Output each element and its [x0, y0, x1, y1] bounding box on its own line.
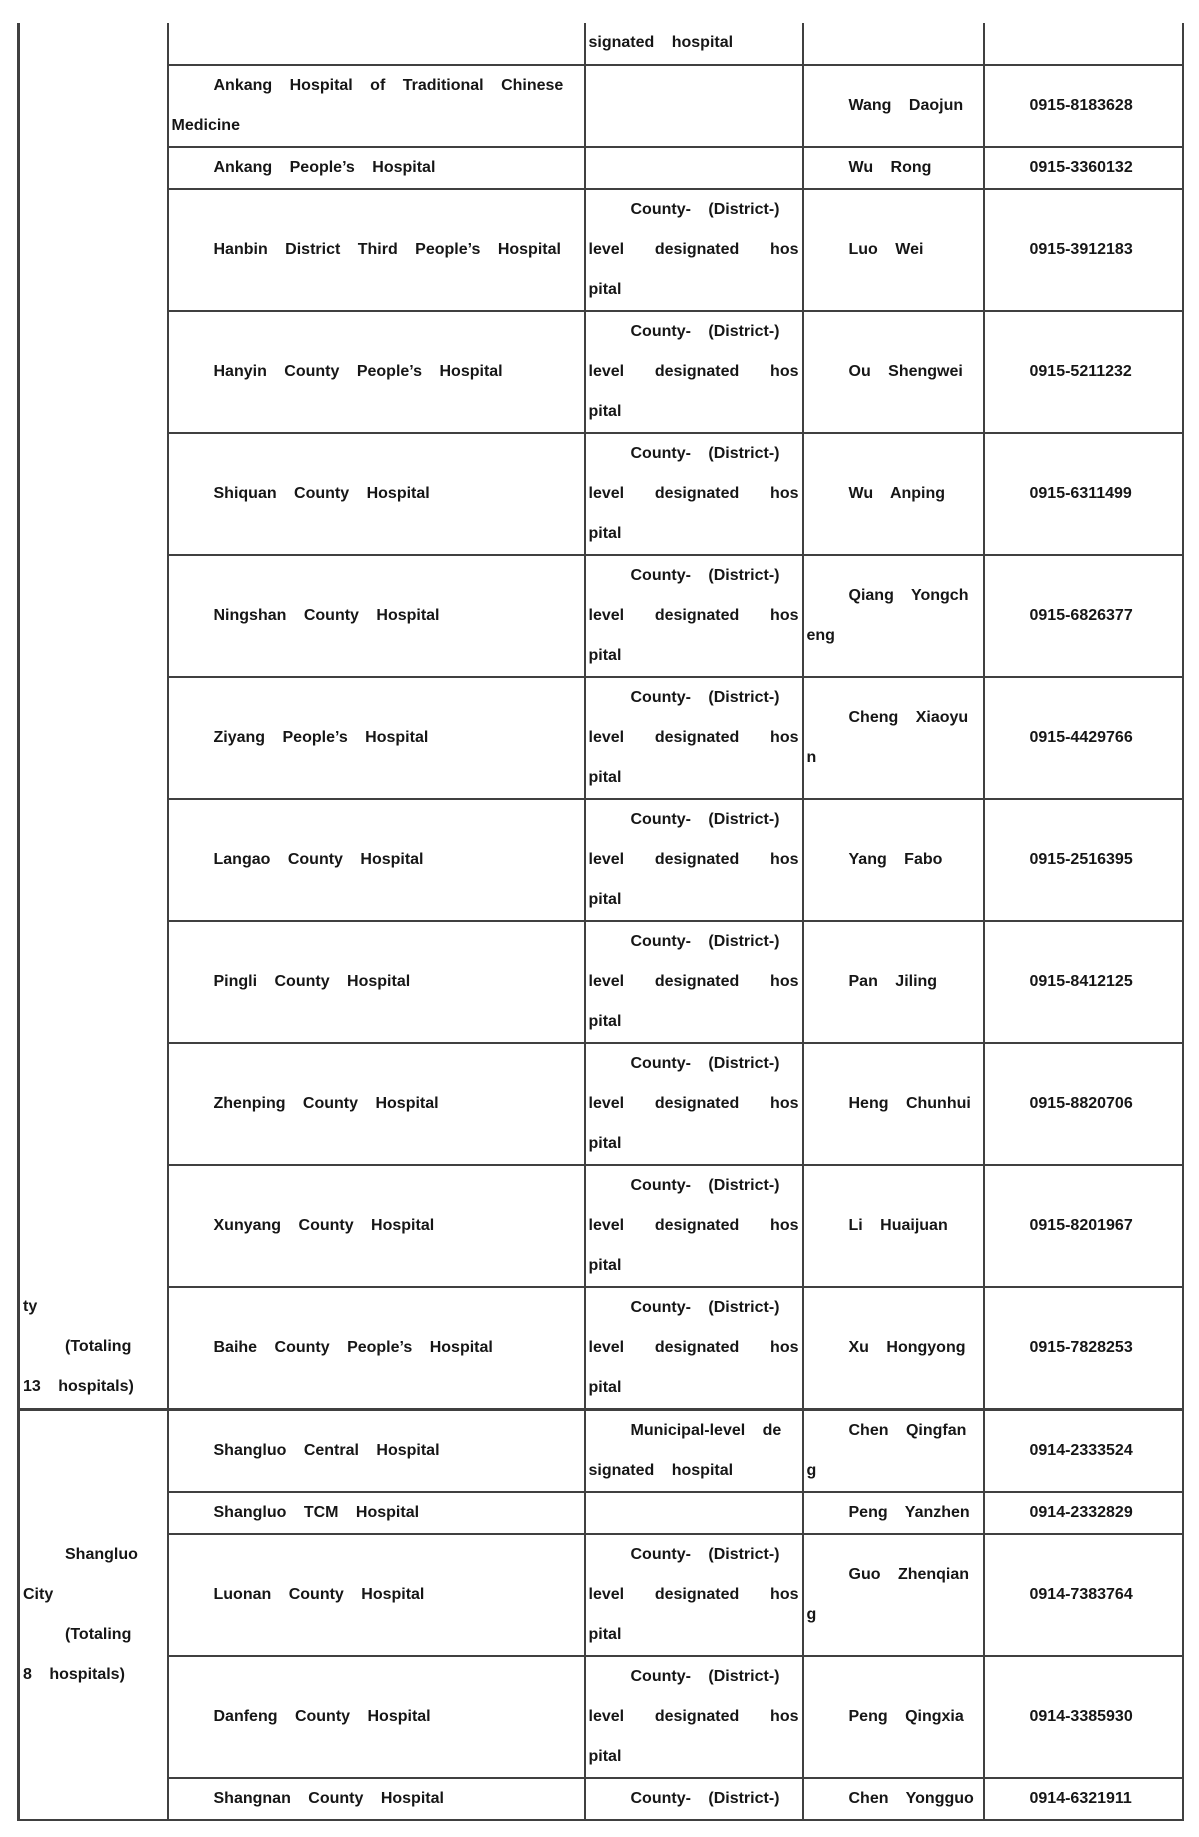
text-line: 0915-8201967 — [1029, 1217, 1133, 1234]
text-line: level designated hos — [588, 485, 799, 502]
text-line: 8 hospitals) — [23, 1666, 125, 1683]
contact-cell — [803, 799, 984, 921]
contact-cell — [803, 311, 984, 433]
text-line: Municipal-level de — [630, 1422, 782, 1439]
table-row — [19, 555, 1183, 677]
text-line: County- (District-) — [630, 323, 780, 340]
text-line: Peng Qingxia — [848, 1708, 964, 1725]
text-line: Shangluo Central Hospital — [213, 1442, 440, 1459]
text-line: 0915-3912183 — [1029, 241, 1133, 258]
table-row — [19, 1778, 1183, 1820]
designation-cell — [585, 65, 803, 147]
designation-cell — [585, 555, 803, 677]
text-line: Xu Hongyong — [848, 1339, 966, 1356]
table-row — [19, 1534, 1183, 1656]
text-line: Chen Qingfan — [848, 1422, 967, 1439]
hospital-name-cell — [168, 1410, 585, 1493]
contact-cell — [803, 65, 984, 147]
phone-cell — [984, 1778, 1183, 1820]
text-line: 0915-3360132 — [1029, 159, 1133, 176]
table-row — [19, 1165, 1183, 1287]
contact-cell — [803, 147, 984, 189]
text-line: level designated hos — [588, 607, 799, 624]
hospital-name-cell — [168, 65, 585, 147]
text-line: level designated hos — [588, 1217, 799, 1234]
text-line: Pingli County Hospital — [213, 973, 411, 990]
table-row — [19, 799, 1183, 921]
text-line: Hanbin District Third People’s Hospital — [213, 241, 561, 258]
hospital-name-cell — [168, 1534, 585, 1656]
text-line: County- (District-) — [630, 445, 780, 462]
text-line: County- (District-) — [630, 1668, 780, 1685]
text-line: 0914-7383764 — [1029, 1586, 1133, 1603]
text-line: level designated hos — [588, 363, 799, 380]
text-line: Shangluo — [65, 1546, 138, 1563]
text-line: Zhenping County Hospital — [213, 1095, 439, 1112]
table-row — [19, 677, 1183, 799]
table-row — [19, 311, 1183, 433]
hospital-name-cell — [168, 147, 585, 189]
phone-cell — [984, 189, 1183, 311]
hospital-name-cell — [168, 433, 585, 555]
text-line: 13 hospitals) — [23, 1378, 134, 1395]
text-line: 0915-4429766 — [1029, 729, 1133, 746]
hospital-name-cell — [168, 1778, 585, 1820]
designation-cell — [585, 921, 803, 1043]
text-line: Ankang Hospital of Traditional Chinese — [213, 77, 564, 94]
designation-cell — [585, 147, 803, 189]
text-line: pital — [588, 1013, 622, 1030]
hospital-name-cell — [168, 921, 585, 1043]
region-cell — [19, 23, 168, 1410]
text-line: pital — [588, 403, 622, 420]
text-line: Guo Zhenqian — [848, 1566, 970, 1583]
contact-cell — [803, 433, 984, 555]
phone-cell — [984, 433, 1183, 555]
phone-cell — [984, 555, 1183, 677]
table-row — [19, 1287, 1183, 1410]
designation-cell — [585, 433, 803, 555]
region-cell — [19, 1410, 168, 1821]
text-line: County- (District-) — [630, 1790, 780, 1807]
contact-cell — [803, 23, 984, 65]
text-line: Wu Anping — [848, 485, 946, 502]
text-line: Qiang Yongch — [848, 587, 969, 604]
table-row — [19, 1656, 1183, 1778]
text-line: level designated hos — [588, 1708, 799, 1725]
text-line: County- (District-) — [630, 689, 780, 706]
designation-cell — [585, 311, 803, 433]
text-line: Ou Shengwei — [848, 363, 963, 380]
designation-cell — [585, 189, 803, 311]
text-line: 0914-2332829 — [1029, 1504, 1133, 1521]
text-line: level designated hos — [588, 729, 799, 746]
text-line: level designated hos — [588, 1586, 799, 1603]
text-line: 0915-8183628 — [1029, 97, 1133, 114]
contact-cell — [803, 1534, 984, 1656]
contact-cell — [803, 1287, 984, 1410]
text-line: County- (District-) — [630, 201, 780, 218]
hospital-name-cell — [168, 189, 585, 311]
hospital-name-cell — [168, 677, 585, 799]
text-line: 0915-6826377 — [1029, 607, 1133, 624]
text-line: level designated hos — [588, 973, 799, 990]
text-line: Medicine — [171, 117, 240, 134]
text-line: level designated hos — [588, 1095, 799, 1112]
text-line: signated hospital — [588, 34, 734, 51]
text-line: Xunyang County Hospital — [213, 1217, 435, 1234]
hospital-table-body — [19, 23, 1183, 1820]
text-line: Wang Daojun — [848, 97, 964, 114]
phone-cell — [984, 1492, 1183, 1534]
contact-cell — [803, 1165, 984, 1287]
contact-cell — [803, 1043, 984, 1165]
text-line: pital — [588, 1379, 622, 1396]
designation-cell — [585, 799, 803, 921]
text-line: 0914-3385930 — [1029, 1708, 1133, 1725]
designation-cell — [585, 1492, 803, 1534]
phone-cell — [984, 147, 1183, 189]
table-row — [19, 189, 1183, 311]
phone-cell — [984, 1534, 1183, 1656]
text-line: County- (District-) — [630, 567, 780, 584]
designation-cell — [585, 1778, 803, 1820]
phone-cell — [984, 1165, 1183, 1287]
text-line: Chen Yongguo — [848, 1790, 974, 1807]
text-line: Shiquan County Hospital — [213, 485, 430, 502]
text-line: Cheng Xiaoyu — [848, 709, 969, 726]
contact-cell — [803, 1778, 984, 1820]
text-line: Luonan County Hospital — [213, 1586, 425, 1603]
text-line: pital — [588, 1626, 622, 1643]
text-line: County- (District-) — [630, 933, 780, 950]
text-line: County- (District-) — [630, 1177, 780, 1194]
phone-cell — [984, 65, 1183, 147]
phone-cell — [984, 1656, 1183, 1778]
text-line: County- (District-) — [630, 1055, 780, 1072]
text-line: 0915-8412125 — [1029, 973, 1133, 990]
designation-cell — [585, 1287, 803, 1410]
text-line: Wu Rong — [848, 159, 932, 176]
text-line: Baihe County People’s Hospital — [213, 1339, 493, 1356]
designation-cell — [585, 1043, 803, 1165]
contact-cell — [803, 1656, 984, 1778]
text-line: Pan Jiling — [848, 973, 938, 990]
table-row — [19, 65, 1183, 147]
text-line: 0915-5211232 — [1029, 363, 1132, 380]
text-line: level designated hos — [588, 851, 799, 868]
text-line: Hanyin County People’s Hospital — [213, 363, 503, 380]
text-line: ty — [23, 1298, 38, 1315]
text-line: pital — [588, 525, 622, 542]
table-row — [19, 921, 1183, 1043]
phone-cell — [984, 921, 1183, 1043]
text-line: Shangnan County Hospital — [213, 1790, 444, 1807]
text-line: (Totaling — [65, 1338, 132, 1355]
table-row — [19, 1043, 1183, 1165]
text-line: g — [806, 1606, 817, 1623]
table-row — [19, 433, 1183, 555]
text-line: Yang Fabo — [848, 851, 943, 868]
text-line: Li Huaijuan — [848, 1217, 948, 1234]
table-row — [19, 1410, 1183, 1493]
text-line: (Totaling — [65, 1626, 132, 1643]
text-line: Danfeng County Hospital — [213, 1708, 431, 1725]
text-line: Peng Yanzhen — [848, 1504, 970, 1521]
hospital-name-cell — [168, 799, 585, 921]
text-line: Ankang People’s Hospital — [213, 159, 436, 176]
text-line: Shangluo TCM Hospital — [213, 1504, 420, 1521]
table-row — [19, 1492, 1183, 1534]
text-line: Ningshan County Hospital — [213, 607, 440, 624]
text-line: g — [806, 1462, 817, 1479]
text-line: pital — [588, 281, 622, 298]
contact-cell — [803, 921, 984, 1043]
designation-cell — [585, 1534, 803, 1656]
text-line: pital — [588, 769, 622, 786]
text-line: Luo Wei — [848, 241, 924, 258]
designation-cell — [585, 1410, 803, 1493]
text-line: pital — [588, 1748, 622, 1765]
text-line: 0915-2516395 — [1029, 851, 1133, 868]
text-line: pital — [588, 1257, 622, 1274]
hospital-name-cell — [168, 1165, 585, 1287]
hospital-name-cell — [168, 1287, 585, 1410]
text-line: pital — [588, 647, 622, 664]
text-line: Heng Chunhui — [848, 1095, 971, 1112]
hospital-name-cell — [168, 23, 585, 65]
text-line: level designated hos — [588, 241, 799, 258]
designation-cell — [585, 1165, 803, 1287]
text-line: pital — [588, 1135, 622, 1152]
phone-cell — [984, 23, 1183, 65]
phone-cell — [984, 1410, 1183, 1493]
text-line: Langao County Hospital — [213, 851, 424, 868]
hospital-directory-table — [17, 23, 1184, 1821]
hospital-name-cell — [168, 1492, 585, 1534]
hospital-name-cell — [168, 555, 585, 677]
text-line: level designated hos — [588, 1339, 799, 1356]
contact-cell — [803, 189, 984, 311]
text-line: 0915-7828253 — [1029, 1339, 1133, 1356]
text-line: County- (District-) — [630, 1546, 780, 1563]
text-line: County- (District-) — [630, 1299, 780, 1316]
text-line: County- (District-) — [630, 811, 780, 828]
phone-cell — [984, 1287, 1183, 1410]
designation-cell — [585, 1656, 803, 1778]
designation-cell — [585, 677, 803, 799]
contact-cell — [803, 1492, 984, 1534]
contact-cell — [803, 555, 984, 677]
hospital-name-cell — [168, 311, 585, 433]
text-line: signated hospital — [588, 1462, 734, 1479]
text-line: 0915-6311499 — [1029, 485, 1132, 502]
text-line: n — [806, 749, 817, 766]
designation-cell — [585, 23, 803, 65]
phone-cell — [984, 311, 1183, 433]
hospital-name-cell — [168, 1043, 585, 1165]
table-row — [19, 23, 1183, 65]
phone-cell — [984, 677, 1183, 799]
text-line: eng — [806, 627, 835, 644]
hospital-name-cell — [168, 1656, 585, 1778]
phone-cell — [984, 799, 1183, 921]
text-line: City — [23, 1586, 54, 1603]
text-line: Ziyang People’s Hospital — [213, 729, 429, 746]
text-line: 0914-6321911 — [1029, 1790, 1132, 1807]
contact-cell — [803, 677, 984, 799]
text-line: pital — [588, 891, 622, 908]
text-line: 0914-2333524 — [1029, 1442, 1133, 1459]
contact-cell — [803, 1410, 984, 1493]
table-row — [19, 147, 1183, 189]
phone-cell — [984, 1043, 1183, 1165]
text-line: 0915-8820706 — [1029, 1095, 1133, 1112]
